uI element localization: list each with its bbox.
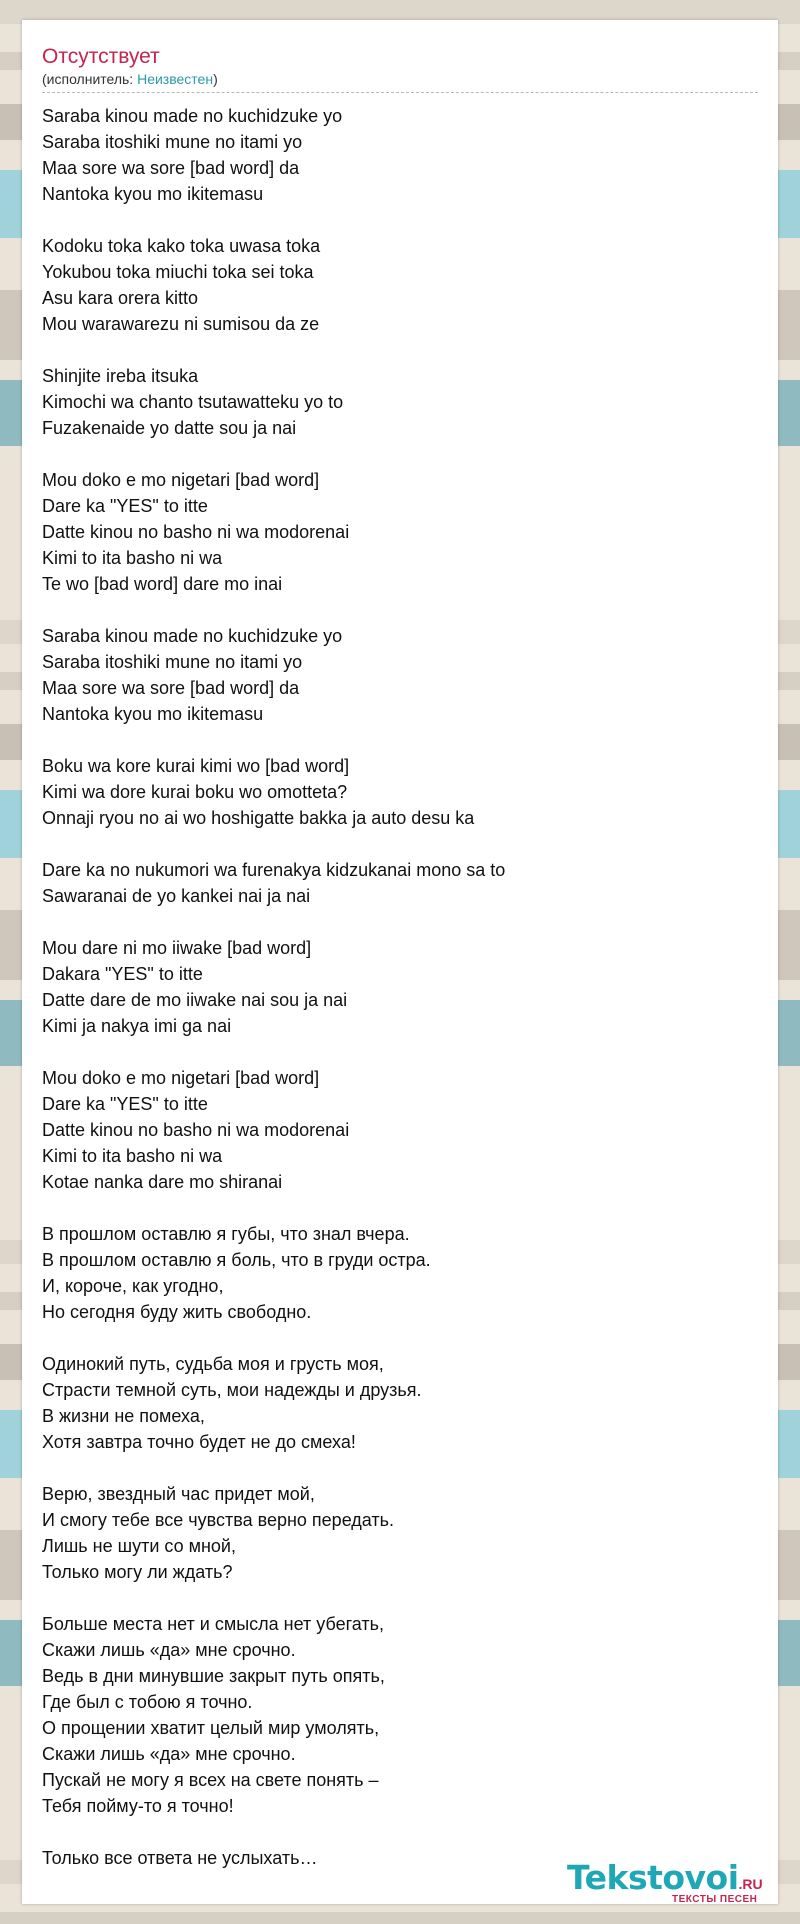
lyrics-line: Saraba itoshiki mune no itami yo <box>42 132 303 152</box>
lyrics-line: Nantoka kyou mo ikitemasu <box>42 184 264 204</box>
lyrics-line: Пускай не могу я всех на свете понять – <box>42 1770 379 1790</box>
lyrics-stanza <box>42 857 758 909</box>
lyrics-stanza <box>42 935 758 1039</box>
lyrics-line: Страсти темной суть, мои надежды и друзья. <box>42 1380 422 1400</box>
lyrics-line: И смогу тебе все чувства верно передать. <box>42 1510 395 1530</box>
lyrics-line: Dare ka no nukumori wa furenakya kidzukanai mono sa to <box>42 860 506 880</box>
lyrics-line: В прошлом оставлю я боль, что в груди остра. <box>42 1250 431 1270</box>
site-logo[interactable] <box>567 1860 797 1920</box>
lyrics-line: И, короче, как угодно, <box>42 1276 224 1296</box>
lyrics-line: Mou doko e mo nigetari [bad word] <box>42 470 320 490</box>
lyrics-stanza <box>42 467 758 597</box>
lyrics-line: Kimi to ita basho ni wa <box>42 1146 223 1166</box>
lyrics-line: Yokubou toka miuchi toka sei toka <box>42 262 314 282</box>
lyrics-line: Kimi wa dore kurai boku wo omotteta? <box>42 782 348 802</box>
lyrics-line: Te wo [bad word] dare mo inai <box>42 574 283 594</box>
song-header <box>42 44 758 93</box>
lyrics-line: Одинокий путь, судьба моя и грусть моя, <box>42 1354 384 1374</box>
lyrics-line: Nantoka kyou mo ikitemasu <box>42 704 264 724</box>
lyrics-line: Только все ответа не услыхать… <box>42 1848 318 1868</box>
lyrics-line: Где был с тобою я точно. <box>42 1692 253 1712</box>
lyrics-line: Maa sore wa sore [bad word] da <box>42 158 300 178</box>
lyrics-line: Saraba kinou made no kuchidzuke yo <box>42 106 343 126</box>
lyrics-line: Хотя завтра точно будет не до смеха! <box>42 1432 356 1452</box>
lyrics-line: Mou warawarezu ni sumisou da ze <box>42 314 320 334</box>
lyrics-line: Saraba kinou made no kuchidzuke yo <box>42 626 343 646</box>
lyrics-stanza <box>42 233 758 337</box>
lyrics-line: Shinjite ireba itsuka <box>42 366 199 386</box>
lyrics-line: Верю, звездный час придет мой, <box>42 1484 315 1504</box>
lyrics-line: О прощении хватит целый мир умолять, <box>42 1718 380 1738</box>
lyrics-line: Скажи лишь «да» мне срочно. <box>42 1640 296 1660</box>
song-title: Отсутствует <box>42 45 160 68</box>
lyrics-line: В прошлом оставлю я губы, что знал вчера. <box>42 1224 410 1244</box>
lyrics-line: Лишь не шути со мной, <box>42 1536 236 1556</box>
artist-line <box>42 70 758 88</box>
lyrics-stanza <box>42 363 758 441</box>
lyrics-stanza <box>42 753 758 831</box>
lyrics-line: Dare ka "YES" to itte <box>42 496 208 516</box>
lyrics-line: Kimi to ita basho ni wa <box>42 548 223 568</box>
lyrics-line: Dare ka "YES" to itte <box>42 1094 208 1114</box>
lyrics-stanza <box>42 1611 758 1819</box>
lyrics-line: Больше места нет и смысла нет убегать, <box>42 1614 385 1634</box>
logo-domain: .RU <box>738 1876 763 1892</box>
lyrics-line: Mou doko e mo nigetari [bad word] <box>42 1068 320 1088</box>
lyrics-line: Kodoku toka kako toka uwasa toka <box>42 236 321 256</box>
lyrics-line: Onnaji ryou no ai wo hoshigatte bakka ja auto desu ka <box>42 808 475 828</box>
logo-name: Tekstovoi <box>567 1858 739 1897</box>
lyrics-line: Boku wa kore kurai kimi wo [bad word] <box>42 756 350 776</box>
lyrics-line: Kimochi wa chanto tsutawatteku yo to <box>42 392 344 412</box>
lyrics-stanza <box>42 1221 758 1325</box>
lyrics-stanza <box>42 1351 758 1455</box>
lyrics-line: Maa sore wa sore [bad word] da <box>42 678 300 698</box>
lyrics-card <box>22 20 778 1904</box>
lyrics-line: Datte kinou no basho ni wa modorenai <box>42 522 350 542</box>
lyrics-stanza <box>42 103 758 207</box>
artist-suffix: ) <box>213 71 218 87</box>
lyrics-line: Fuzakenaide yo datte sou ja nai <box>42 418 297 438</box>
lyrics-line: Тебя пойму-то я точно! <box>42 1796 234 1816</box>
lyrics-line: Скажи лишь «да» мне срочно. <box>42 1744 296 1764</box>
lyrics-line: В жизни не помеха, <box>42 1406 205 1426</box>
lyrics-line: Datte kinou no basho ni wa modorenai <box>42 1120 350 1140</box>
lyrics-line: Kotae nanka dare mo shiranai <box>42 1172 283 1192</box>
lyrics-stanza <box>42 1065 758 1195</box>
lyrics-line: Mou dare ni mo iiwake [bad word] <box>42 938 312 958</box>
lyrics-line: Asu kara orera kitto <box>42 288 199 308</box>
lyrics-line: Saraba itoshiki mune no itami yo <box>42 652 303 672</box>
artist-prefix: (исполнитель: <box>42 71 138 87</box>
lyrics-line: Kimi ja nakya imi ga nai <box>42 1016 232 1036</box>
lyrics-line: Dakara "YES" to itte <box>42 964 203 984</box>
lyrics-line: Ведь в дни минувшие закрыт путь опять, <box>42 1666 385 1686</box>
artist-link[interactable]: Неизвестен <box>137 71 214 87</box>
lyrics-line: Но сегодня буду жить свободно. <box>42 1302 312 1322</box>
lyrics-text <box>42 103 758 1897</box>
lyrics-line: Только могу ли ждать? <box>42 1562 233 1582</box>
lyrics-stanza <box>42 623 758 727</box>
lyrics-line: Sawaranai de yo kankei nai ja nai <box>42 886 311 906</box>
lyrics-line: Datte dare de mo iiwake nai sou ja nai <box>42 990 348 1010</box>
logo-tagline: ТЕКСТЫ ПЕСЕН <box>672 1894 758 1905</box>
lyrics-stanza <box>42 1481 758 1585</box>
